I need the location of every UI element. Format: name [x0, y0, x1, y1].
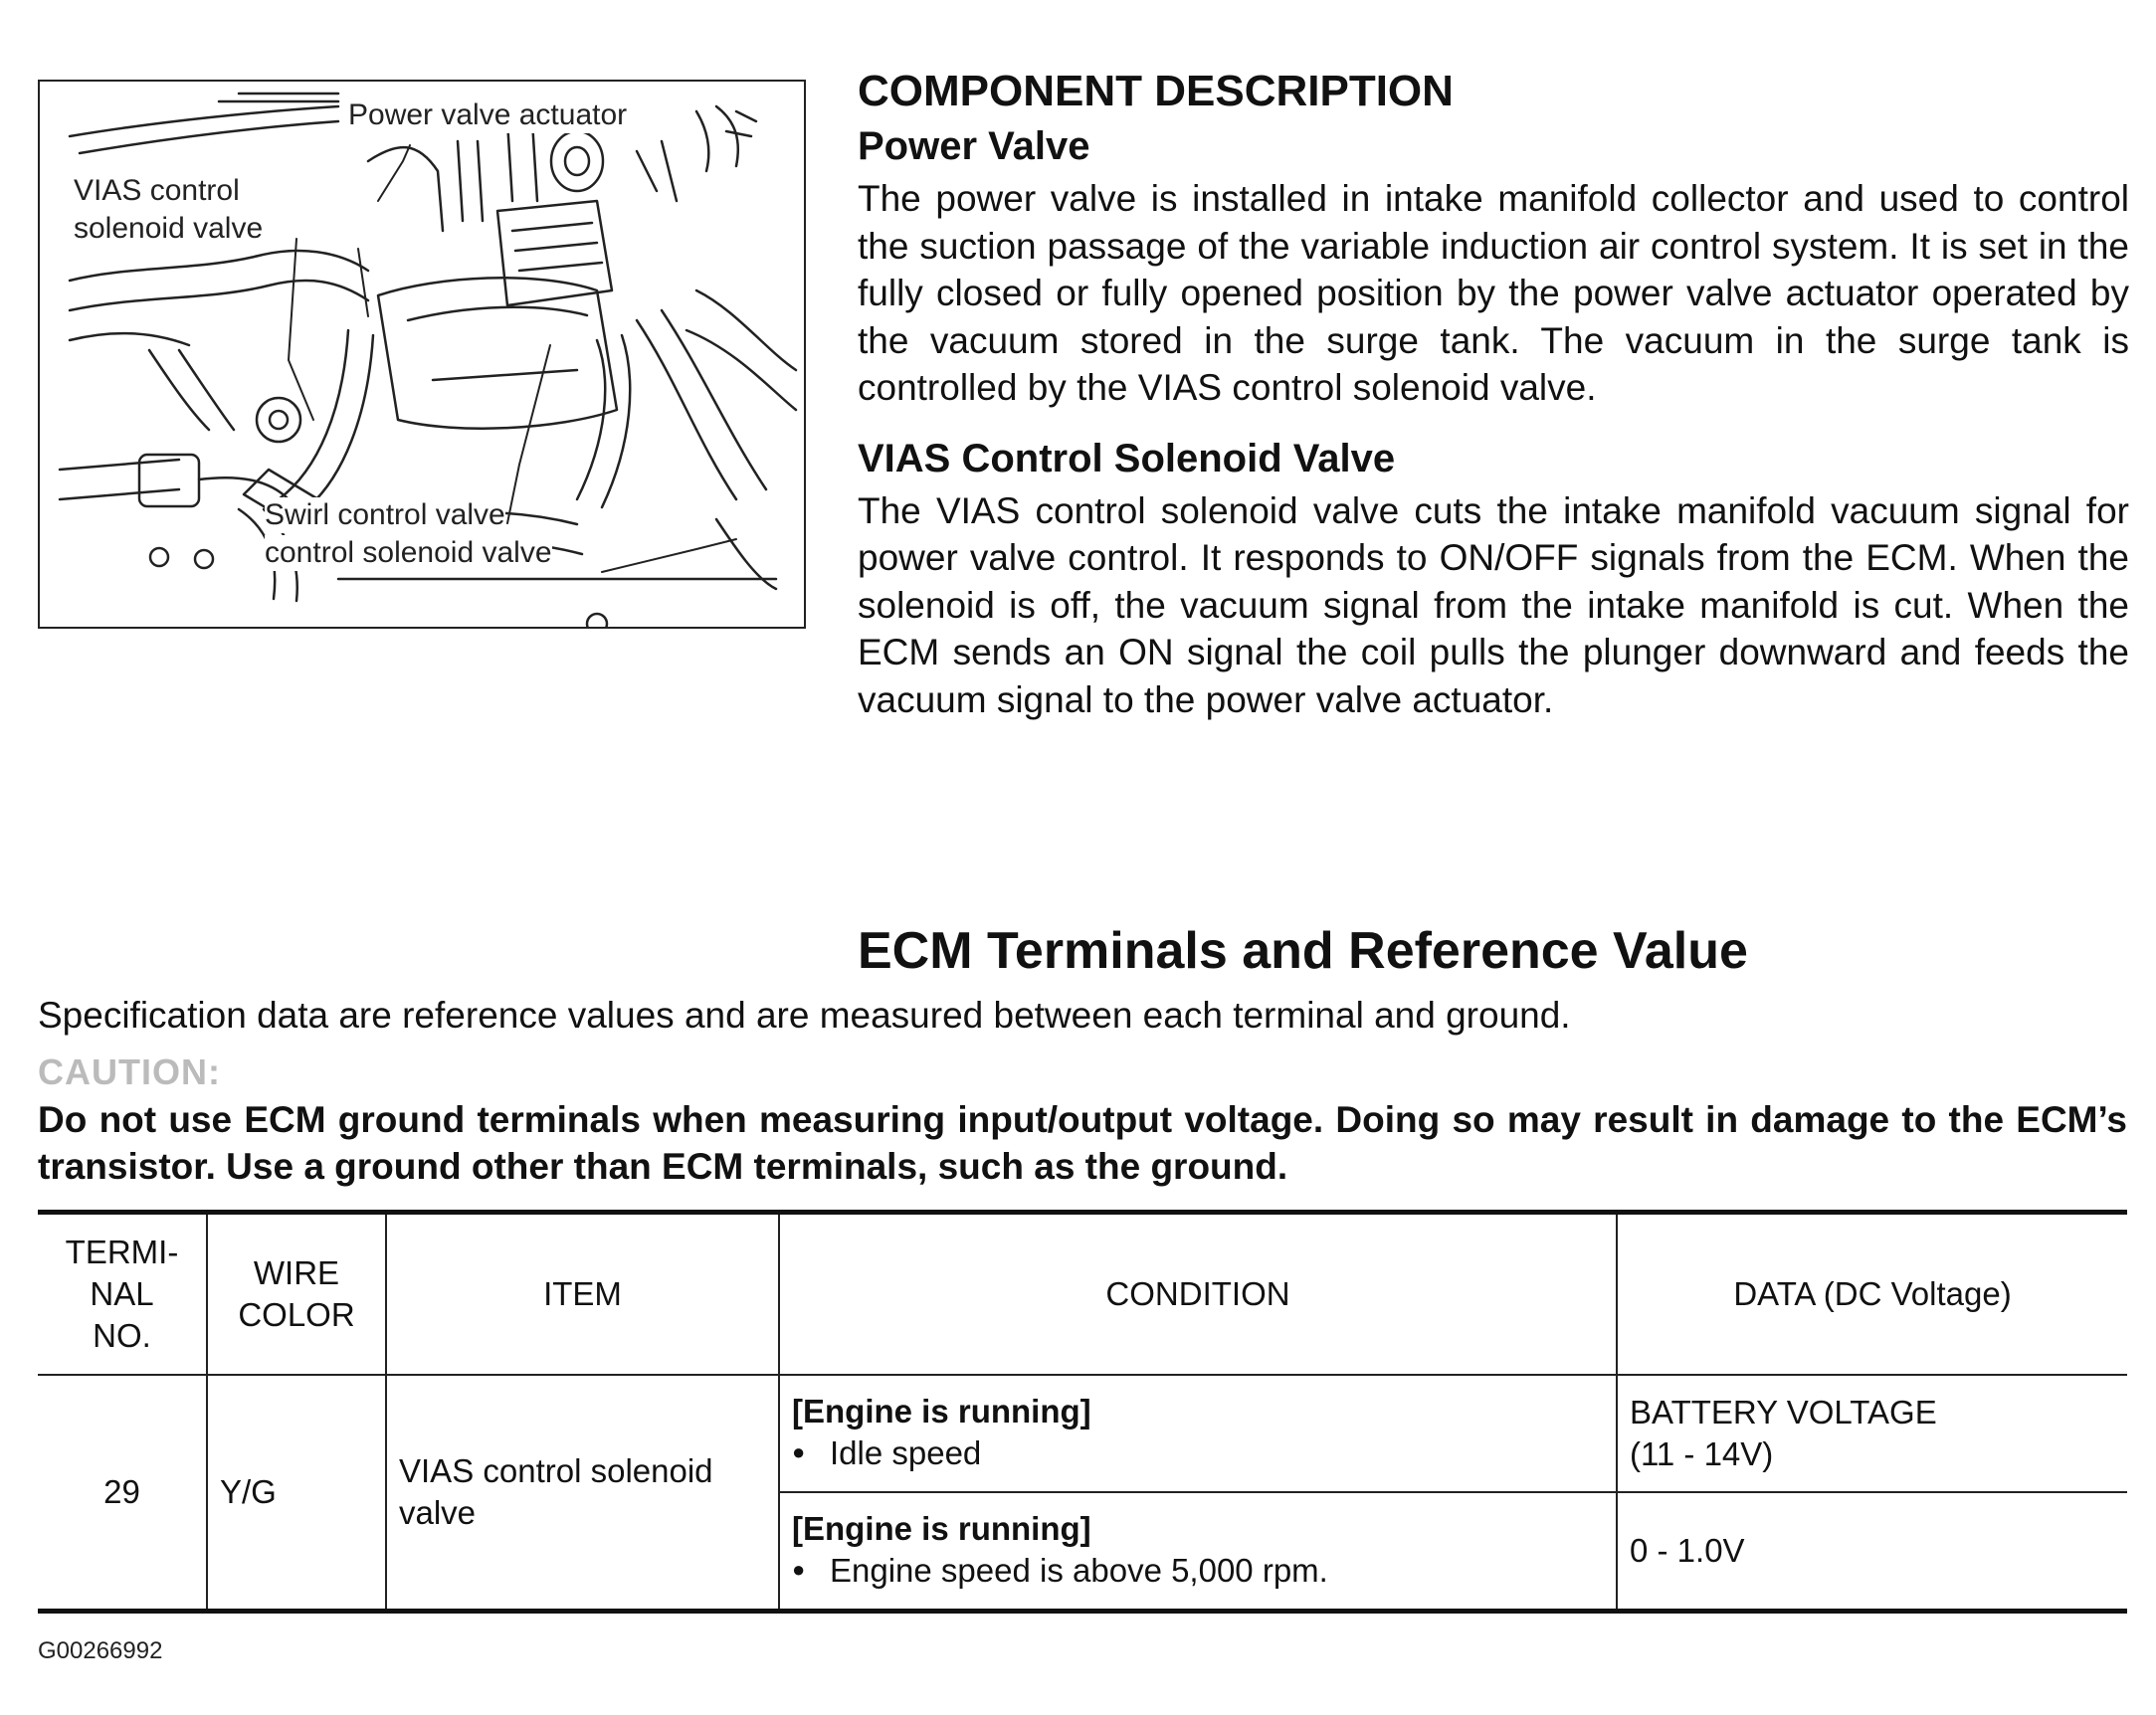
cell-terminal: 29: [38, 1375, 207, 1612]
header-wire-color: WIRE COLOR: [207, 1213, 386, 1376]
callout-power-valve-actuator: Power valve actuator: [348, 98, 628, 131]
vias-valve-text: The VIAS control solenoid valve cuts the intake manifold vacuum signal for power valve control. It responds to ON/OFF signals from the ECM. When the solenoid is off, the vacuum signal from the intake manifold is cut. When the ECM sends an ON signal the coil pulls the plunger downward and feeds the vacuum signal to the power valve actuator.: [858, 489, 2129, 720]
header-terminal-no: TERMI- NAL NO.: [38, 1213, 207, 1376]
header-item: ITEM: [386, 1213, 779, 1376]
header-data: DATA (DC Voltage): [1617, 1213, 2127, 1376]
component-description: [858, 66, 2129, 723]
callout-vias-solenoid-line2: solenoid valve: [74, 212, 264, 245]
cell-data-high-rpm: 0 - 1.0V: [1617, 1492, 2127, 1612]
power-valve-title: Power Valve: [858, 124, 1090, 168]
ecm-heading: ECM Terminals and Reference Value: [858, 922, 1748, 980]
spec-note: Specification data are reference values and are measured between each terminal and ground.: [38, 995, 1571, 1036]
condition-title: [Engine is running]: [792, 1392, 1091, 1429]
power-valve-text: The power valve is installed in intake manifold collector and used to control the suction passage of the variable induction air control system. It is set in the fully closed or fully opened position by the power valve actuator operated by the vacuum stored in the surge tank. The vacuum in the surge tank is controlled by the VIAS control solenoid valve.: [858, 178, 2129, 408]
caution-text: Do not use ECM ground terminals when measuring input/output voltage. Doing so may result in damage to the ECM’s transistor. Use a ground other than ECM terminals, such as the ground.: [38, 1099, 2127, 1187]
component-description-heading: COMPONENT DESCRIPTION: [858, 67, 1454, 115]
table-row: [38, 1375, 2127, 1492]
ecm-terminal-table: [38, 1210, 2127, 1614]
engine-diagram: [38, 80, 806, 629]
cell-wire-color: Y/G: [207, 1375, 386, 1612]
figure-code: G00266992: [38, 1637, 163, 1664]
callout-swirl-line2: control solenoid valve: [265, 536, 552, 569]
cell-item: VIAS control solenoid valve: [386, 1375, 779, 1612]
header-condition: CONDITION: [779, 1213, 1617, 1376]
cell-condition-high-rpm: [779, 1492, 1617, 1612]
condition-bullet: ● Idle speed: [792, 1432, 1604, 1476]
condition-bullet: ● Engine speed is above 5,000 rpm.: [792, 1550, 1604, 1594]
vias-valve-title: VIAS Control Solenoid Valve: [858, 436, 1396, 480]
condition-title: [Engine is running]: [792, 1509, 1091, 1547]
cell-data-idle: BATTERY VOLTAGE (11 - 14V): [1617, 1375, 2127, 1492]
callout-swirl-line1: Swirl control valve: [265, 498, 505, 531]
callout-vias-solenoid-line1: VIAS control: [74, 174, 240, 207]
table-header-row: [38, 1213, 2127, 1376]
cell-condition-idle: [779, 1375, 1617, 1492]
caution-label: CAUTION:: [38, 1051, 221, 1092]
